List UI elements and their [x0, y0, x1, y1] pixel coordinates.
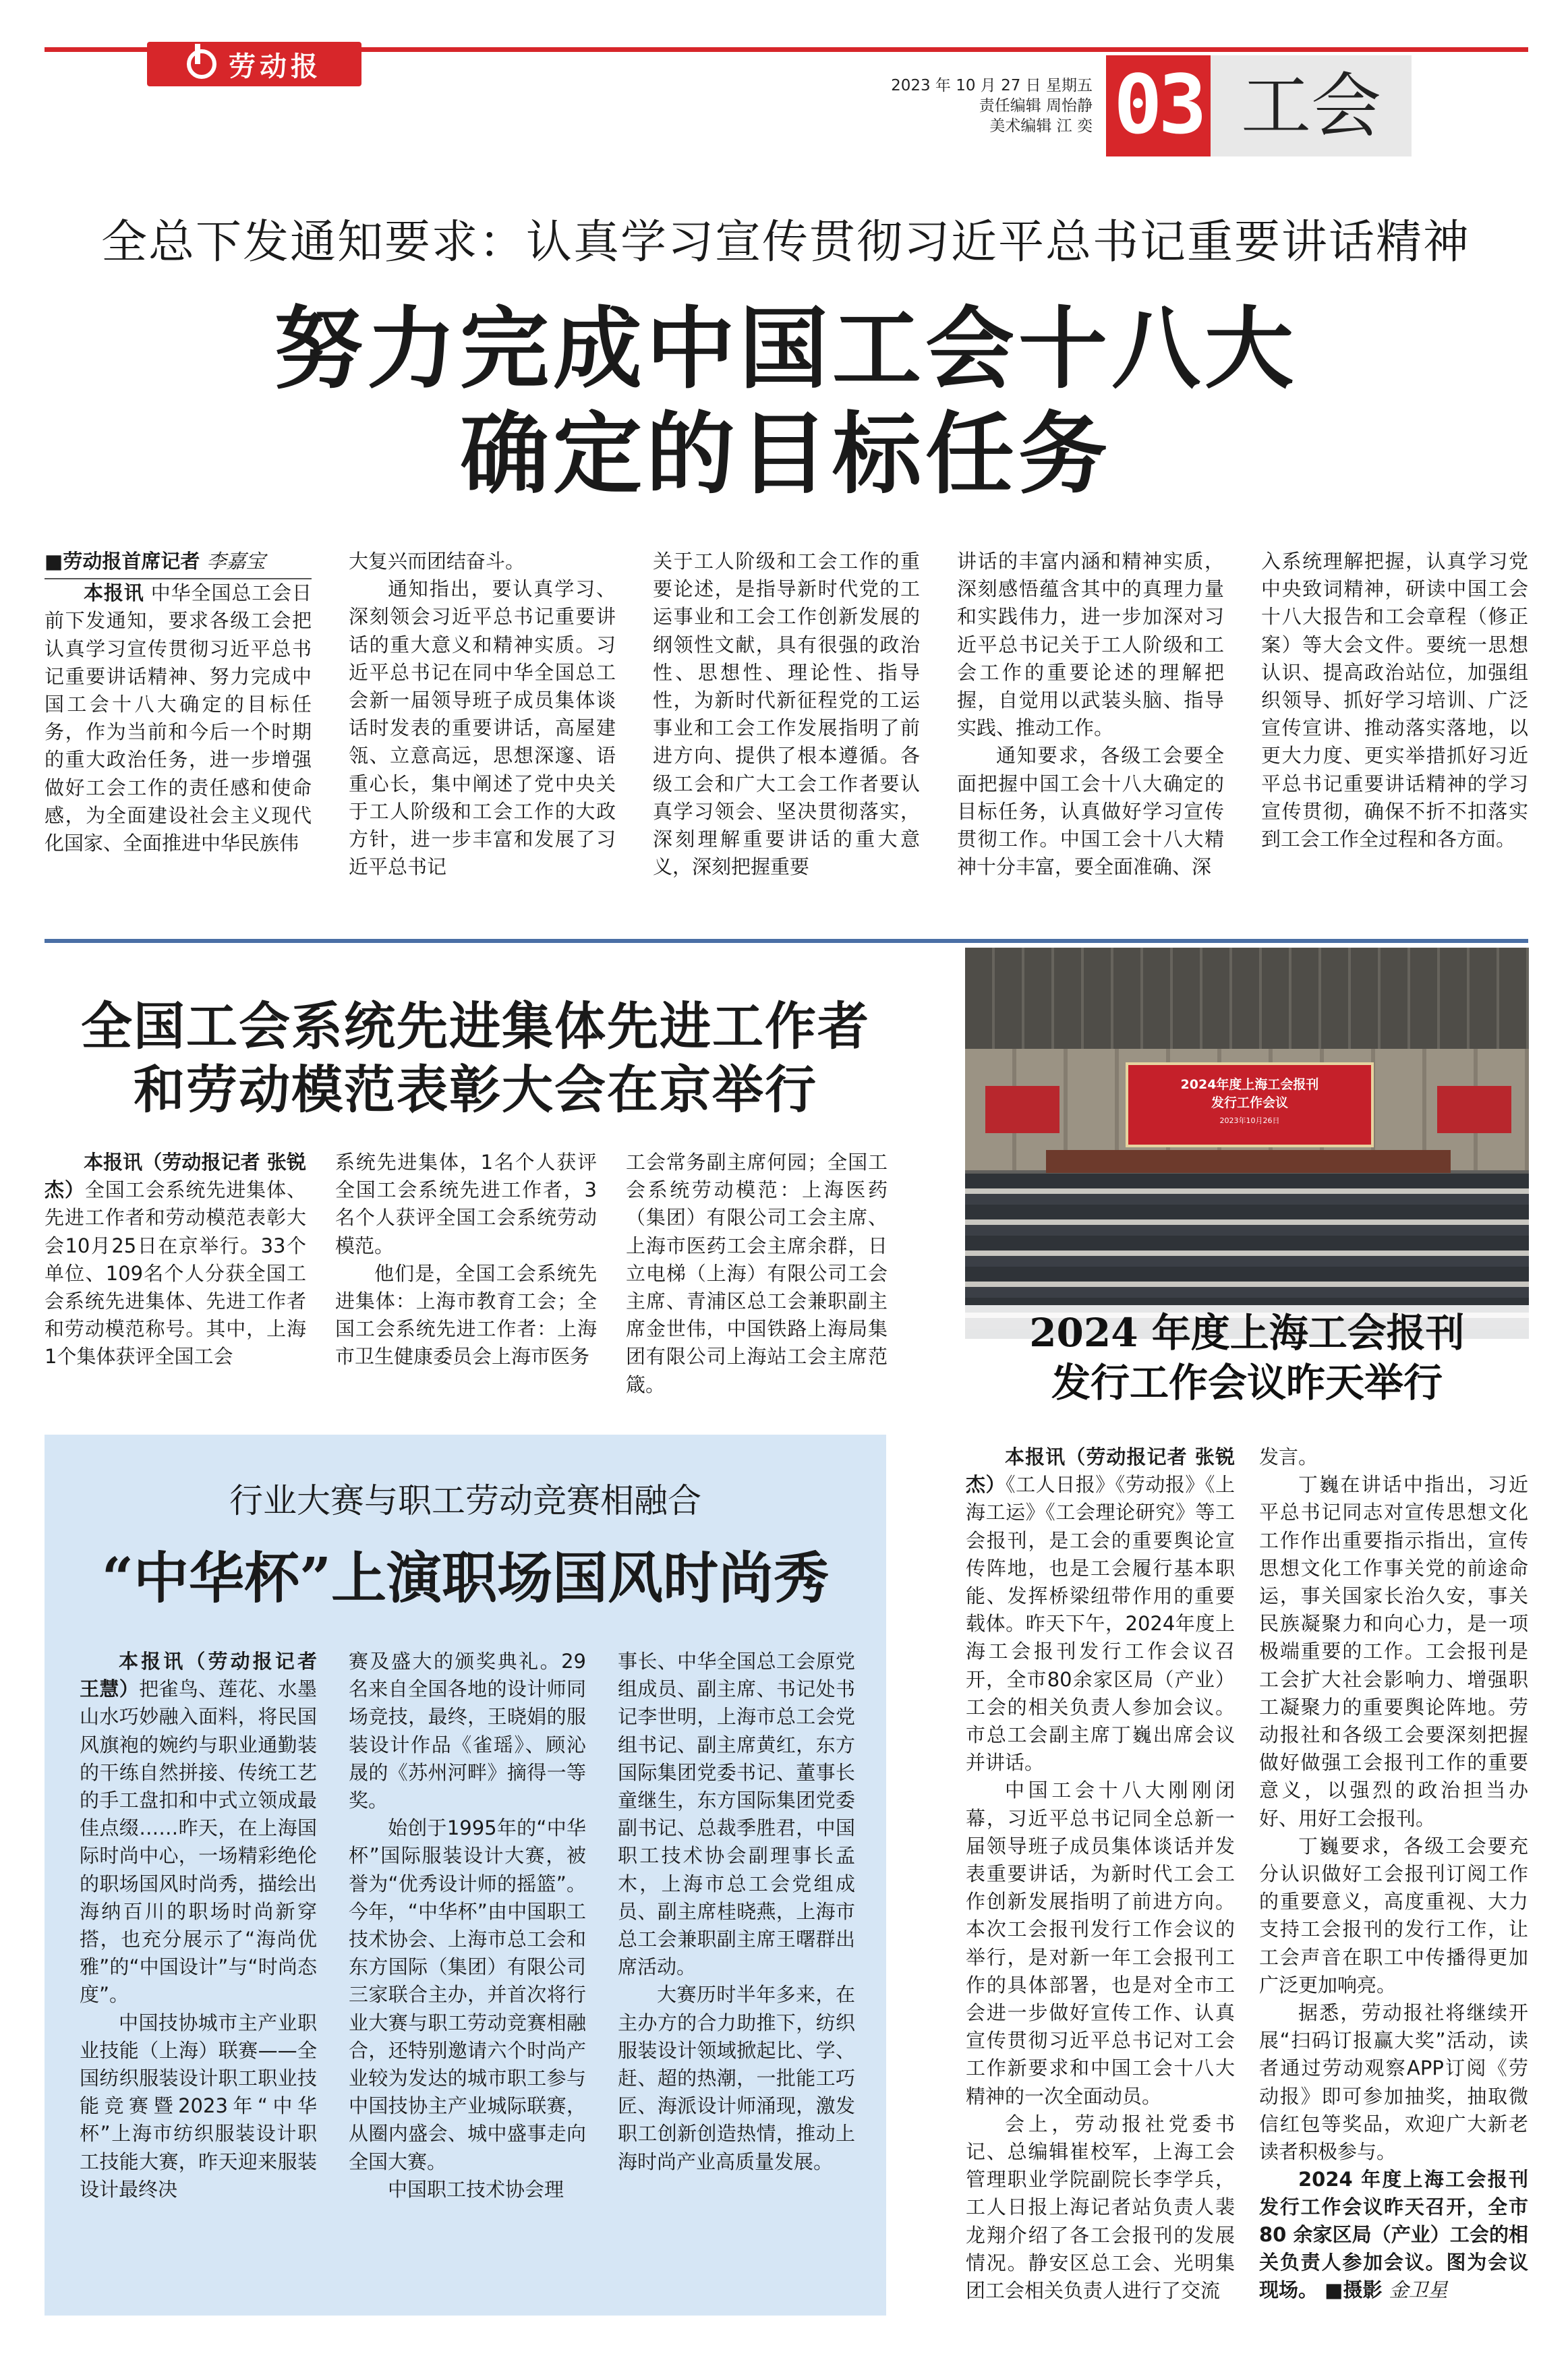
fashion-col-1	[80, 1648, 317, 2312]
fashion-paragraph: 本报讯（劳动报记者 王慧）把雀鸟、莲花、水墨山水巧妙融入面料，将民国风旗袍的婉约与职业通勤装的干练自然拼接、传统工艺的手工盘扣和中式立领成最佳点缀……昨天，在上海国际时尚中心，一场精彩绝伦的职场国风时尚秀，描绘出海纳百川的职场时尚新穿搭，也充分展示了“海尚优雅”的“中国设计”与“时尚态度”。	[80, 1650, 317, 2007]
lead-col-3	[653, 548, 920, 898]
lead-paragraph: 入系统理解把握，认真学习党中央致词精神，研读中国工会十八大报告和工会章程（修正案）等大会文件。要统一思想认识、提高政治站位，加强组织领导、抓好学习培训、广泛宣传宣讲、推动落实落地，以更大力度、更实举措抓好习近平总书记重要讲话精神的学习宣传贯彻，确保不折不扣落实到工会工作全过程和各方面。	[1261, 550, 1528, 851]
fashion-kicker: 行业大赛与职工劳动竞赛相融合	[229, 1481, 701, 1520]
page-number: 03	[1106, 55, 1211, 156]
top-rule-left	[45, 47, 147, 52]
award-col-1	[45, 1149, 306, 1371]
award-paragraph: 系统先进集体，1名个人获评全国工会系统先进工作者，3名个人获评全国工会系统劳动模范。	[335, 1151, 597, 1257]
screen-subtitle: 2023年10月26日	[1219, 1116, 1280, 1125]
side-screen-left	[985, 1086, 1059, 1133]
award-headline	[27, 995, 924, 1122]
award-col-2	[335, 1149, 597, 1371]
issue-date: 2023 年 10 月 27 日 星期五	[891, 77, 1093, 94]
lead-col-1	[45, 548, 312, 898]
photo-caption: 2024 年度上海工会报刊发行工作会议昨天召开，全市 80 余家区局（产业）工会的相关负责人参加会议。图为会议现场。 ■摄影 金卫星	[1259, 2168, 1528, 2302]
newspaper-paragraph: 丁巍要求，各级工会要充分认识做好工会报刊订阅工作的重要意义，高度重视、大力支持工会报刊的发行工作，让工会声音在职工中传播得更加广泛更加响亮。	[1259, 1834, 1528, 1996]
newspaper-paragraph: 会上，劳动报社党委书记、总编辑崔校军，上海工会管理职业学院副院长李学兵，工人日报上海记者站负责人裴龙翔介绍了各工会报刊的发展情况。静安区总工会、光明集团工会相关负责人进行了交流	[966, 2112, 1235, 2303]
lead-paragraph: 本报讯 中华全国总工会日前下发通知，要求各级工会把认真学习宣传贯彻习近平总书记重要讲话精神、努力完成中国工会十八大确定的目标任务，作为当前和今后一个时期的重大政治任务，进一步增强做好工会工作的责任感和使命感，为全面建设社会主义现代化国家、全面推进中华民族伟	[45, 581, 312, 855]
newspaper-paragraph: 发言。	[1259, 1445, 1318, 1468]
side-screen-right	[1437, 1086, 1511, 1133]
award-headline-line1: 全国工会系统先进集体先进工作者	[81, 996, 870, 1056]
stage-table	[1046, 1150, 1451, 1173]
fashion-col-3	[618, 1648, 855, 2312]
lead-byline: ■劳动报首席记者 李嘉宝	[45, 548, 312, 579]
newspaper-logo: 劳动报	[147, 42, 361, 86]
award-paragraph: 工会常务副主席何园；全国工会系统劳动模范：上海医药（集团）有限公司工会主席、上海市医药工会主席余群，日立电梯（上海）有限公司工会主席、青浦区总工会兼职副主席金世伟，中国铁路上海局集团有限公司上海站工会主席范箴。	[626, 1151, 888, 1396]
newspaper-paragraph: 中国工会十八大刚刚闭幕，习近平总书记同全总新一届领导班子成员集体谈话并发表重要讲话，为新时代工会工作创新发展指明了前进方向。本次工会报刊发行工作会议的举行，是对新一年工会报刊工作的具体部署，也是对全市工会进一步做好宣传工作、认真宣传贯彻习近平总书记对工会工作新要求和中国工会十八大精神的一次全面动员。	[966, 1779, 1235, 2108]
lead-col-4	[957, 548, 1224, 898]
newspaper-paragraph: 本报讯（劳动报记者 张锐杰）《工人日报》《劳动报》《上海工运》《工会理论研究》等工会报刊，是工会的重要舆论宣传阵地，也是工会履行基本职能、发挥桥梁纽带作用的重要载体。昨天下午，2024年度上海工会报刊发行工作会议召开，全市80余家区局（产业）工会的相关负责人参加会议。市总工会副主席丁巍出席会议并讲话。	[966, 1445, 1235, 1775]
lead-paragraph: 关于工人阶级和工会工作的重要论述，是指导新时代党的工运事业和工会工作创新发展的纲领性文献，具有很强的政治性、思想性、理论性、指导性，为新时代新征程党的工运事业和工会工作发展指明了前进方向、提供了根本遵循。各级工会和广大工会工作者要认真学习领会、坚决贯彻落实，深刻理解重要讲话的重大意义，深刻把握重要	[653, 550, 920, 879]
newspaper-col-2	[1259, 1443, 1528, 2320]
fashion-paragraph: 中国职工技术协会理	[388, 2177, 564, 2201]
logo-mark-icon	[187, 49, 216, 79]
lead-paragraph: 通知指出，要认真学习、深刻领会习近平总书记重要讲话的重大意义和精神实质。习近平总书记在同中华全国总工会新一届领导班子成员集体谈话时发表的重要讲话，高屋建瓴、立意高远，思想深邃、语重心长，集中阐述了党中央关于工人阶级和工会工作的大政方针，进一步丰富和发展了习近平总书记	[349, 577, 616, 879]
conference-photo	[965, 948, 1529, 1339]
award-paragraph: 本报讯（劳动报记者 张锐杰）全国工会系统先进集体、先进工作者和劳动模范表彰大会10月25日在京举行。33个单位、109名个人分获全国工会系统先进集体、先进工作者和劳动模范称号。其中，上海1个集体获评全国工会	[45, 1151, 306, 1369]
conference-screen	[1126, 1062, 1374, 1147]
award-headline-line2: 和劳动模范表彰大会在京举行	[134, 1060, 817, 1120]
screen-title-line1: 2024年度上海工会报刊	[1180, 1077, 1319, 1092]
newspaper-paragraph: 丁巍在讲话中指出，习近平总书记同志对宣传思想文化工作作出重要指示指出，宣传思想文化工作事关党的前途命运，事关国家长治久安，事关民族凝聚力和向心力，是一项极端重要的工作。工会报刊是工会扩大社会影响力、增强职工凝聚力的重要舆论阵地。劳动报社和各级工会要深刻把握做好做强工会报刊工作的重要意义，以强烈的政治担当办好、用好工会报刊。	[1259, 1473, 1528, 1830]
newspaper-body	[966, 1443, 1528, 2320]
lead-body	[45, 548, 1528, 898]
fashion-paragraph: 赛及盛大的颁奖典礼。29名来自全国各地的设计师同场竞技，最终，王晓娟的服装设计作品《雀瑶》、顾沁晟的《苏州河畔》摘得一等奖。	[349, 1650, 586, 1812]
issue-art-editor: 美术编辑 江 奕	[989, 117, 1093, 135]
lead-headline-line2: 确定的目标任务	[460, 402, 1111, 507]
screen-title-line2: 发行工作会议	[1211, 1095, 1288, 1110]
newspaper-headline-line2: 发行工作会议昨天举行	[1051, 1360, 1443, 1406]
fashion-body	[80, 1648, 855, 2312]
top-rule-right	[361, 47, 1528, 52]
award-body	[45, 1149, 888, 1396]
fashion-paragraph: 始创于1995年的“中华杯”国际服装设计大赛，被誉为“优秀设计师的摇篮”。今年，“中华杯”由中国职工技术协会、上海市总工会和东方国际（集团）有限公司三家联合主办，并首次将行业大赛与职工劳动竞赛相融合，还特别邀请六个时尚产业较为发达的城市职工参与中国技协主产业城际联赛，从圈内盛会、城中盛事走向全国大赛。	[349, 1816, 586, 2173]
fashion-paragraph: 事长、中华全国总工会原党组成员、副主席、书记处书记李世明，上海市总工会党组书记、副主席黄红，东方国际集团党委书记、董事长童继生，东方国际集团党委副书记、总裁季胜君，中国职工技术协会副理事长孟木，上海市总工会党组成员、副主席桂晓燕，上海市总工会兼职副主席王曙群出席活动。	[618, 1650, 855, 1979]
lead-paragraph: 通知要求，各级工会要全面把握中国工会十八大确定的目标任务，认真做好学习宣传贯彻工作。中国工会十八大精神十分丰富，要全面准确、深	[957, 744, 1224, 879]
newspaper-headline-line1: 2024 年度上海工会报刊	[1029, 1310, 1465, 1356]
issue-meta	[796, 76, 1093, 136]
fashion-headline: “中华杯”上演职场国风时尚秀	[101, 1546, 830, 1611]
photo-ceiling	[965, 948, 1529, 1049]
lead-col-5	[1261, 548, 1528, 898]
lead-col-2	[349, 548, 616, 898]
newspaper-paragraph: 据悉，劳动报社将继续开展“扫码订报赢大奖”活动，读者通过劳动观察APP订阅《劳动报》即可参加抽奖，抽取微信红包等奖品，欢迎广大新老读者积极参与。	[1259, 2001, 1528, 2164]
award-paragraph: 他们是，全国工会系统先进集体：上海市教育工会；全国工会系统先进工作者：上海市卫生健康委员会上海市医务	[335, 1261, 597, 1369]
newspaper-col-1	[966, 1443, 1235, 2320]
lead-paragraph: 大复兴而团结奋斗。	[349, 550, 525, 573]
section-divider	[45, 939, 1528, 943]
fashion-col-2	[349, 1648, 586, 2312]
section-name: 工会	[1211, 55, 1412, 156]
newspaper-headline	[965, 1305, 1529, 1408]
lead-paragraph: 讲话的丰富内涵和精神实质，深刻感悟蕴含其中的真理力量和实践伟力，进一步加深对习近平总书记关于工人阶级和工会工作的重要论述的理解把握，自觉用以武装头脑、指导实践、推动工作。	[957, 550, 1224, 740]
fashion-paragraph: 大赛历时半年多来，在主办方的合力助推下，纺织服装设计领域掀起比、学、赶、超的热潮，一批能工巧匠、海派设计师涌现，激发职工创新创造热情，推动上海时尚产业高质量发展。	[618, 1983, 855, 2173]
lead-headline	[40, 297, 1531, 507]
fashion-paragraph: 中国技协城市主产业职业技能（上海）联赛——全国纺织服装设计职工职业技能竞赛暨2023年“中华杯”上海市纺织服装设计职工技能大赛，昨天迎来服装设计最终决	[80, 2011, 317, 2201]
award-col-3	[626, 1149, 888, 1396]
lead-kicker: 全总下发通知要求：认真学习宣传贯彻习近平总书记重要讲话精神	[100, 216, 1470, 269]
issue-editor: 责任编辑 周怡静	[979, 97, 1093, 115]
lead-headline-line1: 努力完成中国工会十八大	[274, 297, 1298, 401]
